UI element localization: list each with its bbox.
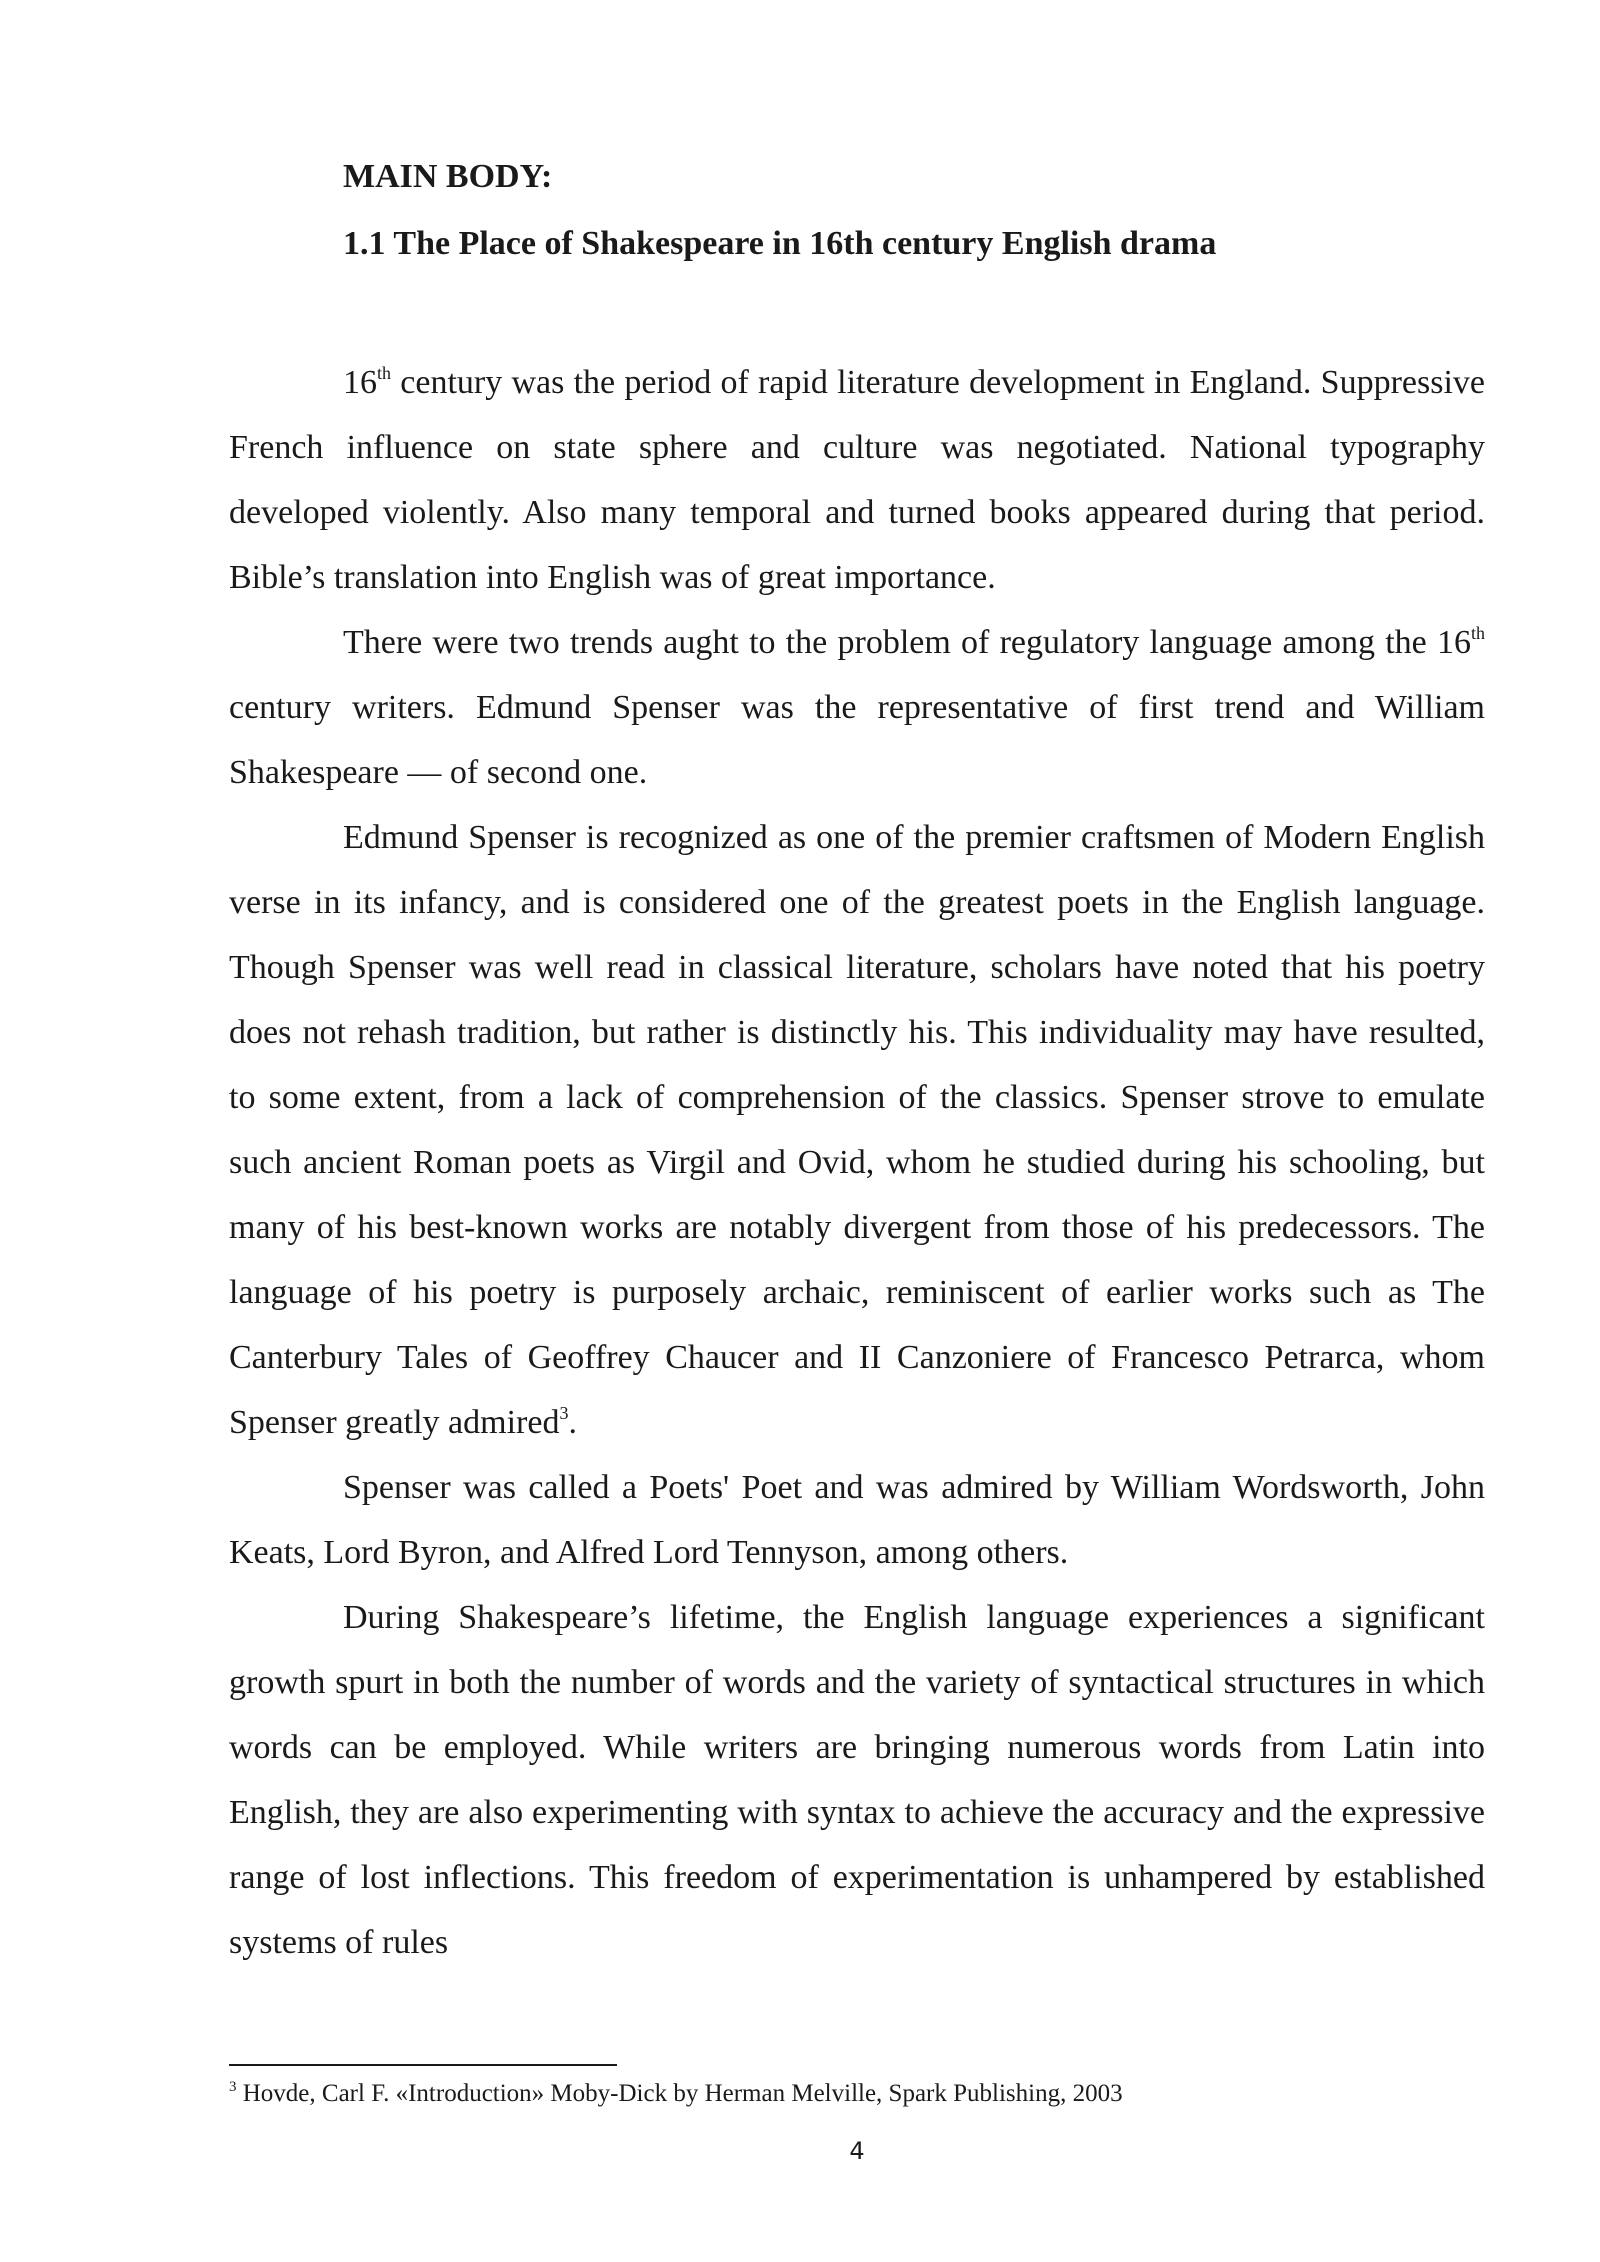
- paragraph-4-text: Spenser was called a Poets' Poet and was admired by William Wordsworth, John Keats, Lord Byron, and Alfred Lord Tennyson, among others.: [229, 1469, 1485, 1571]
- body-text: [229, 350, 1485, 1975]
- footnote-marker: 3: [229, 2079, 237, 2095]
- page-number: 4: [849, 2137, 865, 2165]
- main-body-heading: MAIN BODY:: [343, 158, 553, 195]
- paragraph-2: [229, 610, 1485, 805]
- footnote-text: Hovde, Carl F. «Introduction» Moby-Dick by Herman Melville, Spark Publishing, 2003: [236, 2080, 1123, 2107]
- paragraph-4: [229, 1455, 1485, 1585]
- paragraph-3: [229, 805, 1485, 1455]
- footnote: [229, 2078, 1123, 2110]
- paragraph-2-text-cont: century writers. Edmund Spenser was the representative of first trend and William Shakespeare — of second one.: [229, 689, 1485, 791]
- paragraph-3-text: Edmund Spenser is recognized as one of the premier craftsmen of Modern English verse in its infancy, and is considered one of the greatest poets in the English language. Though Spenser was well read in classical literature, scholars have noted that his poetry does not rehash tradition, but rather is distinctly his. This individuality may have resulted, to some extent, from a lack of comprehension of the classics. Spenser strove to emulate such ancient Roman poets as Virgil and Ovid, whom he studied during his schooling, but many of his best-known works are notably divergent from those of his predecessors. The language of his poetry is purposely archaic, reminiscent of earlier works such as The Canterbury Tales of Geoffrey Chaucer and II Canzoniere of Francesco Petrarca, whom Spenser greatly admired: [229, 819, 1485, 1441]
- footnote-separator: [229, 2064, 617, 2066]
- paragraph-1-text: 16: [343, 364, 377, 401]
- paragraph-1: [229, 350, 1485, 610]
- paragraph-3-text-cont: .: [568, 1404, 577, 1441]
- footnote-reference[interactable]: 3: [559, 1403, 569, 1423]
- section-heading: 1.1 The Place of Shakespeare in 16th century English drama: [343, 225, 1217, 262]
- paragraph-5: [229, 1585, 1485, 1975]
- paragraph-2-text: There were two trends aught to the problem of regulatory language among the 16: [343, 624, 1471, 661]
- ordinal-superscript: th: [377, 363, 392, 383]
- ordinal-superscript: th: [1470, 623, 1485, 643]
- paragraph-1-text-cont: century was the period of rapid literature development in England. Suppressive French influence on state sphere and culture was negotiated. National typography developed violently. Also many temporal and turned books appeared during that period. Bible’s translation into English was of great importance.: [229, 364, 1485, 596]
- paragraph-5-text: During Shakespeare’s lifetime, the English language experiences a significant growth spurt in both the number of words and the variety of syntactical structures in which words can be employed. While writers are bringing numerous words from Latin into English, they are also experimenting with syntax to achieve the accuracy and the expressive range of lost inflections. This freedom of experimentation is unhampered by established systems of rules: [229, 1599, 1485, 1961]
